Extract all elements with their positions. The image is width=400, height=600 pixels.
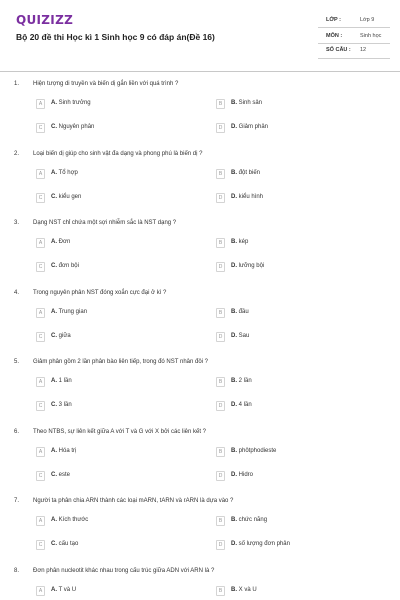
meta-value-subject: Sinh học: [360, 33, 382, 39]
meta-label-count: SỐ CÂU :: [326, 47, 351, 53]
option-text: phôtphodieste: [238, 447, 277, 454]
option-letter-box: B: [216, 99, 225, 109]
option-key: B.: [231, 447, 237, 454]
option-label: [51, 333, 71, 339]
meta-divider: [318, 27, 390, 28]
option-key: A.: [51, 517, 57, 523]
option-label: [51, 309, 87, 315]
question-text: Đơn phân nucleotit khác nhau trong cấu trúc giữa ADN với ARN là ?: [33, 567, 215, 574]
option-key: B.: [231, 586, 237, 593]
option-letter-box: A: [36, 99, 45, 109]
option-text: chức năng: [238, 517, 268, 523]
option-text: Giảm phân: [238, 124, 269, 130]
option-label: [51, 263, 79, 269]
question-text: Hiện tượng di truyền và biến dị gắn liền với quá trình ?: [33, 81, 179, 87]
option-label: [51, 587, 76, 593]
option-text: kép: [238, 239, 249, 245]
option-text: cấu tạo: [58, 541, 79, 547]
option-label: [231, 472, 253, 478]
option-text: Kích thước: [58, 517, 89, 523]
option-letter-box: B: [216, 377, 225, 387]
option-key: D.: [231, 263, 237, 269]
option-key: D.: [231, 124, 237, 130]
option-label: [231, 239, 248, 245]
option-letter-box: B: [216, 586, 225, 596]
option-label: [51, 100, 91, 106]
option-letter-box: A: [36, 169, 45, 179]
option-label: [231, 309, 249, 315]
option-text: đầu: [238, 308, 249, 315]
question-number: 1.: [14, 81, 20, 87]
option-text: kiểu hình: [238, 193, 264, 200]
option-letter-box: B: [216, 169, 225, 179]
option-text: lưỡng bội: [238, 263, 265, 269]
option-letter-box: D: [216, 193, 225, 203]
option-label: [51, 124, 94, 130]
question-number: 6.: [14, 428, 20, 435]
worksheet-title: Bộ 20 đề thi Học kì 1 Sinh học 9 có đáp án(Đề 16): [16, 32, 215, 42]
option-text: Trung gian: [58, 308, 88, 315]
meta-value-count: 12: [360, 47, 367, 53]
option-key: C.: [51, 263, 57, 269]
option-letter-box: A: [36, 516, 45, 526]
option-key: A.: [51, 447, 57, 454]
option-text: số lượng đơn phân: [238, 541, 290, 547]
option-label: [51, 194, 81, 200]
option-key: A.: [51, 378, 57, 384]
question-number: 4.: [14, 289, 20, 296]
option-key: B.: [231, 308, 237, 315]
option-label: [231, 378, 252, 384]
option-text: đơn bội: [58, 263, 79, 269]
option-letter-box: B: [216, 447, 225, 457]
option-label: [51, 472, 70, 478]
question-number: 2.: [14, 150, 20, 157]
option-text: giữa: [58, 332, 71, 339]
option-label: [51, 517, 88, 523]
option-letter-box: A: [36, 447, 45, 457]
option-letter-box: B: [216, 238, 225, 248]
option-letter-box: B: [216, 308, 225, 318]
option-label: [231, 124, 268, 130]
option-letter-box: A: [36, 586, 45, 596]
option-letter-box: A: [36, 238, 45, 248]
option-label: [51, 170, 78, 176]
option-key: B.: [231, 239, 237, 245]
option-key: C.: [51, 541, 57, 547]
option-letter-box: C: [36, 401, 45, 411]
option-text: đột biến: [238, 169, 261, 176]
option-label: [51, 448, 76, 454]
option-label: [231, 587, 257, 593]
quizizz-logo: QUIZIZZ: [16, 13, 74, 27]
option-text: Đơn: [58, 239, 71, 245]
meta-label-class: LỚP :: [326, 17, 341, 23]
option-key: B.: [231, 517, 237, 523]
question-number: 5.: [14, 359, 20, 365]
option-key: C.: [51, 471, 57, 478]
option-text: Hidro: [238, 471, 254, 478]
option-letter-box: D: [216, 401, 225, 411]
option-text: Nguyên phân: [58, 124, 95, 130]
option-letter-box: C: [36, 193, 45, 203]
option-letter-box: A: [36, 308, 45, 318]
question-text: Loại biến dị giúp cho sinh vật đa dạng và phong phú là biến dị ?: [33, 150, 203, 157]
option-key: D.: [231, 541, 237, 547]
question-text: Người ta phân chia ARN thành các loại mARN, tARN và rARN là dựa vào ?: [33, 498, 234, 504]
option-letter-box: C: [36, 262, 45, 272]
option-text: Sau: [238, 332, 250, 339]
question-number: 7.: [14, 498, 20, 504]
option-key: C.: [51, 332, 57, 339]
option-text: Hóa trị: [58, 447, 77, 454]
question-text: Dạng NST chỉ chứa một sợi nhiễm sắc là NST dạng ?: [33, 220, 177, 226]
option-label: [231, 333, 249, 339]
option-letter-box: C: [36, 540, 45, 550]
option-key: D.: [231, 471, 237, 478]
question-number: 8.: [14, 567, 20, 574]
option-key: C.: [51, 402, 57, 408]
option-letter-box: D: [216, 332, 225, 342]
option-key: D.: [231, 332, 237, 339]
option-letter-box: C: [36, 471, 45, 481]
worksheet-header: [0, 0, 400, 72]
option-letter-box: C: [36, 123, 45, 133]
option-key: A.: [51, 100, 57, 106]
question-number: 3.: [14, 220, 20, 226]
option-key: D.: [231, 402, 237, 408]
option-letter-box: D: [216, 262, 225, 272]
option-label: [231, 402, 252, 408]
option-label: [231, 100, 262, 106]
option-key: A.: [51, 586, 57, 593]
option-text: Sinh sản: [238, 100, 263, 106]
option-key: C.: [51, 193, 57, 200]
option-label: [51, 378, 72, 384]
option-letter-box: D: [216, 471, 225, 481]
option-key: A.: [51, 169, 57, 176]
option-key: B.: [231, 169, 237, 176]
option-label: [231, 448, 276, 454]
option-text: 1 lần: [58, 378, 72, 384]
question-text: Trong nguyên phân NST đóng xoắn cực đại ở kì ?: [33, 289, 167, 296]
option-text: 3 lần: [58, 402, 72, 408]
option-text: T và U: [58, 586, 77, 593]
option-text: este: [58, 471, 71, 478]
option-label: [51, 402, 72, 408]
option-key: D.: [231, 193, 237, 200]
option-label: [51, 541, 78, 547]
meta-divider: [318, 43, 390, 44]
meta-label-subject: MÔN :: [326, 33, 343, 39]
option-letter-box: B: [216, 516, 225, 526]
option-text: X và U: [238, 586, 257, 593]
option-label: [231, 170, 260, 176]
option-label: [231, 541, 290, 547]
option-key: B.: [231, 100, 237, 106]
option-text: Sinh trưởng: [58, 100, 91, 106]
option-label: [231, 194, 263, 200]
option-letter-box: A: [36, 377, 45, 387]
option-letter-box: D: [216, 540, 225, 550]
option-key: A.: [51, 308, 57, 315]
option-key: C.: [51, 124, 57, 130]
question-text: Giảm phân gồm 2 lần phân bào liên tiếp, trong đó NST nhân đôi ?: [33, 359, 209, 365]
option-key: A.: [51, 239, 57, 245]
option-letter-box: C: [36, 332, 45, 342]
meta-value-class: Lớp 9: [360, 17, 375, 23]
option-text: 2 lần: [238, 378, 252, 384]
meta-divider: [318, 58, 390, 59]
question-text: Theo NTBS, sự liên kết giữa A với T và G với X bởi các liên kết ?: [33, 428, 207, 435]
option-label: [231, 517, 267, 523]
option-label: [51, 239, 70, 245]
option-text: 4 lần: [238, 402, 252, 408]
option-letter-box: D: [216, 123, 225, 133]
option-text: Tổ hợp: [58, 169, 78, 176]
option-text: kiểu gen: [58, 193, 82, 200]
option-key: B.: [231, 378, 237, 384]
option-label: [231, 263, 264, 269]
